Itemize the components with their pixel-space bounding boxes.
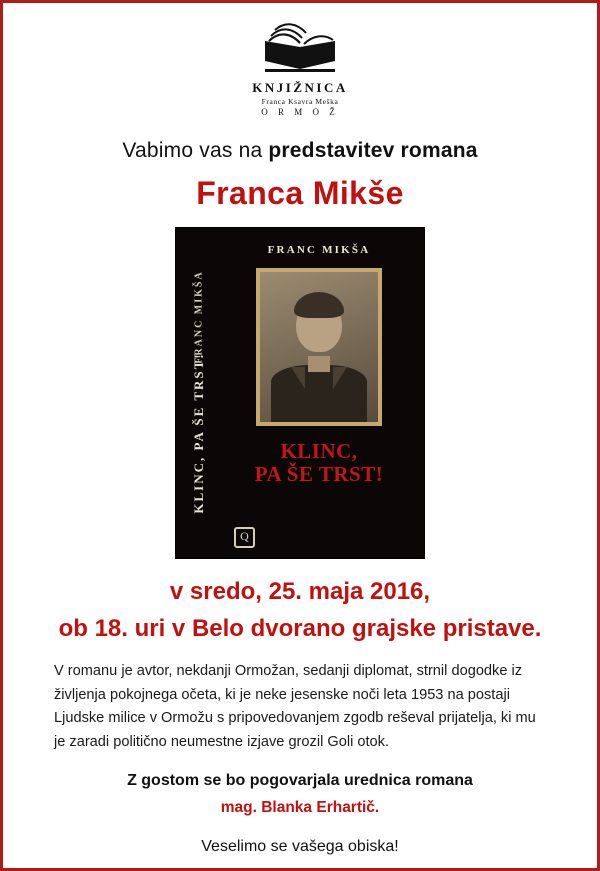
portrait-photo [260, 272, 378, 422]
guest-line: Z gostom se bo pogovarjala urednica romana [127, 771, 473, 789]
spine-author: FRANC MIKŠA [193, 270, 205, 364]
event-date: v sredo, 25. maja 2016, [169, 578, 431, 605]
library-city: O R M O Ž [261, 107, 339, 117]
book-spine [176, 228, 222, 558]
spine-title: KLINC, PA ŠE TRST! [191, 351, 206, 514]
event-place: ob 18. uri v Belo dvorano grajske pristave. [58, 615, 542, 642]
open-book-icon [257, 17, 343, 79]
synopsis-text: V romanu je avtor, nekdanji Ormožan, sedanji diplomat, strnil dogodke iz življenja pokojnega očeta, ki je neke jesenske noči leta 1953 na postaji Ljudske milice v Ormožu s pripovedovanjem zgodb reševal prijatelja, ki mu je zaradi politično neumestne izjave grozil Goli otok. [54, 663, 536, 750]
poster-content [3, 3, 597, 868]
book-cover-image [176, 228, 424, 558]
closing-line: Veselimo se vašega obiska! [201, 837, 399, 855]
library-logo [252, 17, 347, 117]
cover-portrait-frame [256, 268, 382, 426]
invitation-emphasis: predstavitev romana [268, 139, 478, 162]
cover-title-line2: PA ŠE TRST! [254, 461, 384, 486]
cover-title-line1: KLINC, [280, 439, 358, 463]
editor-name: mag. Blanka Erhartič. [220, 798, 380, 816]
library-name: KNJIŽNICA [252, 80, 348, 95]
publisher-logo-icon: Q [234, 527, 255, 548]
cover-author: FRANC MIKŠA [267, 244, 371, 256]
invitation-prefix: Vabimo vas na [122, 139, 269, 162]
book-front [222, 228, 424, 558]
library-subtitle: Franca Ksavra Meška [261, 97, 339, 106]
author-name: Franca Mikše [196, 175, 404, 211]
invitation-line [122, 139, 477, 163]
cover-title [255, 440, 383, 485]
